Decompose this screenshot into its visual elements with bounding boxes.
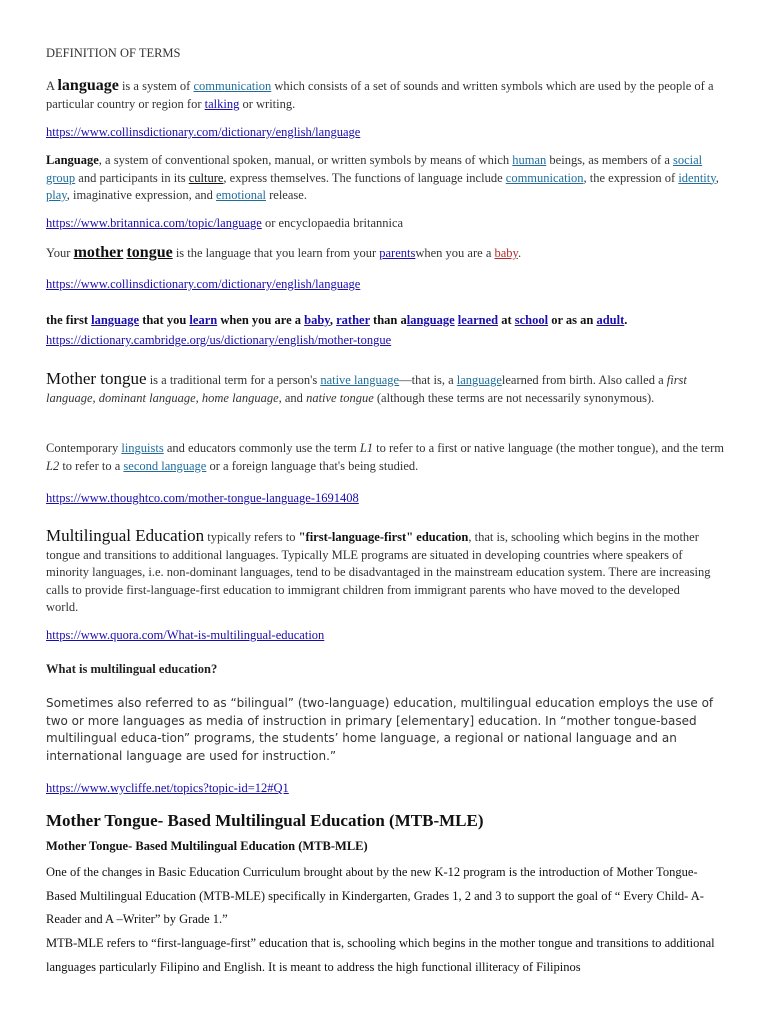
text: which consists of a set of sounds and written symbols which are used by the people of a particular country or region for [46, 79, 714, 111]
source-link-collins-2 [46, 276, 726, 294]
text: or as an [548, 313, 597, 327]
link-tongue[interactable]: tongue [126, 244, 173, 261]
link-human[interactable]: human [512, 153, 547, 167]
link-learn[interactable]: learn [189, 313, 218, 327]
text: than a [369, 313, 407, 327]
text-italic: L1 [359, 441, 374, 455]
text-italic: first language, dominant language, home language, [46, 373, 687, 405]
term-multilingual-education: Multilingual Education [46, 526, 205, 545]
text: Contemporary [46, 441, 122, 455]
text: at [498, 313, 515, 327]
text: and educators commonly use the term [163, 441, 360, 455]
paragraph-mother-tongue-thoughtco [46, 370, 706, 407]
text: or encyclopaedia britannica [261, 216, 404, 230]
link-learned[interactable]: learned [457, 313, 499, 327]
link-language[interactable]: language [456, 373, 502, 387]
url-collins-language[interactable]: https://www.collinsdictionary.com/dictionary/english/language [46, 277, 361, 291]
text: that you [139, 313, 190, 327]
text: Your [46, 246, 74, 260]
link-identity[interactable]: identity [678, 170, 716, 185]
text: to refer to a [59, 458, 124, 473]
link-school[interactable]: school [514, 313, 549, 327]
text: when you are a [217, 313, 305, 327]
link-social-group[interactable]: social group [46, 153, 703, 185]
url-britannica[interactable]: https://www.britannica.com/topic/language [46, 216, 262, 230]
url-cambridge-mother-tongue[interactable]: https://dictionary.cambridge.org/us/dictionary/english/mother-tongue [46, 333, 392, 347]
text: is the language that you learn from your [172, 246, 380, 260]
text: release. [266, 188, 307, 202]
link-baby[interactable]: baby [304, 313, 330, 327]
link-parents[interactable]: parents [379, 246, 416, 260]
text: to refer to a first or native language (the mother tongue), and the term [373, 441, 724, 455]
paragraph-k12-program: One of the changes in Basic Education Curriculum brought about by the new K-12 program is the introduction of Mother Tongue- Based Multilingual Education (MTB-MLE) specifically in Kindergarten, Grades 1, 2 and 3 to support the goal of “ Every Child- A- Reader and A –Writer” by Grade 1.” [46, 865, 704, 926]
link-mother[interactable]: mother [73, 244, 124, 261]
link-linguists[interactable]: linguists [121, 441, 164, 455]
source-link-cambridge [46, 332, 726, 350]
paragraph-cambridge [46, 312, 726, 330]
text: learned from birth. Also called a [501, 373, 667, 387]
text: , a system of conventional spoken, manual, or written symbols by means of which [98, 153, 513, 167]
term-language: language [57, 77, 119, 94]
text: when you are a [415, 246, 495, 260]
link-second-language[interactable]: second language [123, 458, 207, 473]
text: the first [46, 313, 92, 327]
text: —that is, a [399, 373, 457, 387]
source-link-collins-1 [46, 124, 726, 142]
link-rather[interactable]: rather [336, 313, 370, 327]
section-heading-mtb-mle: Mother Tongue- Based Multilingual Education (MTB-MLE) [46, 811, 484, 830]
source-link-wycliffe [46, 780, 726, 798]
text: is a traditional term for a person's [146, 373, 321, 387]
paragraph-mtb-mle-definition: MTB-MLE refers to “first-language-first” education that is, schooling which begins in the mother tongue and transitions to additional languages particularly Filipino and English. It is meant to address the high functional illiteracy of Filipinos [46, 936, 715, 974]
question-heading: What is multilingual education? [46, 662, 218, 676]
text: , imaginative expression, and [66, 188, 216, 202]
subheading-mtb-mle: Mother Tongue- Based Multilingual Education (MTB-MLE) [46, 839, 368, 853]
paragraph-multilingual-education [46, 527, 711, 617]
link-culture[interactable]: culture [188, 170, 224, 185]
text: or writing. [239, 96, 296, 111]
text: , [715, 170, 719, 185]
document-title: DEFINITION OF TERMS [46, 46, 181, 60]
text-italic: L2 [46, 458, 60, 473]
link-native-language[interactable]: native language [320, 373, 400, 387]
term-language: Language [46, 153, 99, 167]
paragraph-linguists [46, 440, 726, 475]
text: , [329, 313, 337, 327]
source-link-thoughtco [46, 490, 726, 508]
text-italic: native tongue [306, 390, 374, 405]
text: (although these terms are not necessarily synonymous). [373, 390, 655, 405]
source-link-quora [46, 627, 726, 645]
link-baby[interactable]: baby [494, 246, 518, 260]
url-thoughtco[interactable]: https://www.thoughtco.com/mother-tongue-language-1691408 [46, 491, 359, 505]
source-link-britannica [46, 215, 726, 233]
term-mother-tongue: Mother tongue [46, 369, 147, 388]
text: typically refers to [204, 530, 299, 544]
paragraph-wycliffe: Sometimes also referred to as “bilingual” (two-language) education, multilingual education employs the use of two or more languages as media of instruction in primary [elementary] education. In “mother tongue-based multilingual educa-tion” programs, the students’ home language, a regional or national language and an international language are used for instruction.” [46, 696, 714, 763]
text: , that is, schooling which begins in the mother tongue and transitions to additional languages. Typically MLE programs are situated in developing countries where speakers of minority languages, i.e. non-dominant languages, tend to be disadvantaged in the mainstream education system. There are increasing calls to provide first-language-first education to immigrant children from immigrant parents who have moved to the developed world. [46, 530, 711, 614]
text-bold: "first-language-first" education [298, 530, 469, 544]
paragraph-britannica [46, 152, 726, 205]
text: , the expression of [583, 170, 679, 185]
text: A [46, 79, 58, 93]
link-adult[interactable]: adult [596, 313, 625, 327]
text: beings, as members of a [546, 153, 673, 167]
link-language[interactable]: language [406, 313, 455, 327]
url-quora[interactable]: https://www.quora.com/What-is-multilingual-education [46, 628, 325, 642]
link-talking[interactable]: talking [204, 96, 240, 111]
paragraph-language-definition [46, 77, 726, 113]
text: . [518, 246, 522, 260]
paragraph-mother-tongue-collins [46, 244, 726, 263]
link-emotional[interactable]: emotional [216, 188, 266, 202]
text: and [281, 390, 307, 405]
link-communication[interactable]: communication [193, 79, 272, 93]
text: . [624, 313, 628, 327]
link-language[interactable]: language [91, 313, 140, 327]
link-communication[interactable]: communication [505, 170, 584, 185]
link-play[interactable]: play [46, 188, 67, 202]
text: is a system of [118, 79, 194, 93]
text: , express themselves. The functions of language include [223, 170, 506, 185]
url-collins-language[interactable]: https://www.collinsdictionary.com/dictionary/english/language [46, 125, 361, 139]
text: and participants in its [75, 170, 189, 185]
url-wycliffe[interactable]: https://www.wycliffe.net/topics?topic-id=12#Q1 [46, 781, 289, 795]
text: or a foreign language that's being studied. [206, 458, 419, 473]
